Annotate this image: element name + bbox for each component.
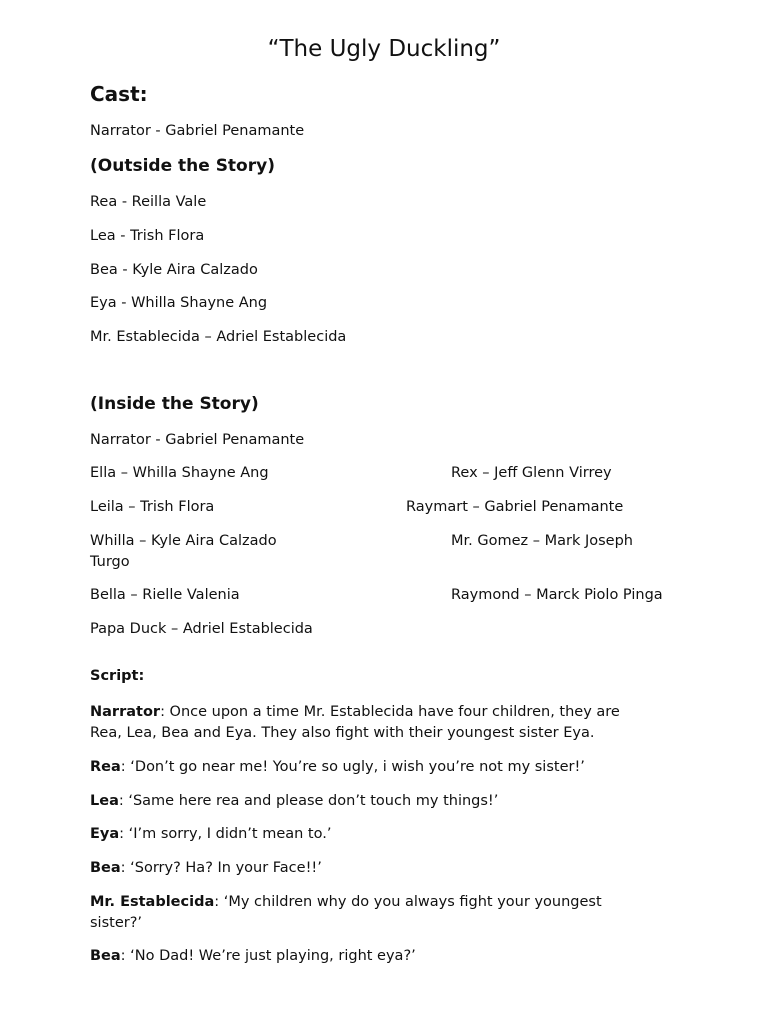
outside-story-heading: (Outside the Story) <box>90 156 275 176</box>
dialog-text: : ‘I’m sorry, I didn’t mean to.’ <box>119 826 332 842</box>
script-heading: Script: <box>90 668 145 684</box>
inside-cast-right-item: Rex – Jeff Glenn Virrey <box>451 465 612 481</box>
script-line <box>90 757 650 778</box>
dialog-text: : ‘Sorry? Ha? In your Face!!’ <box>120 860 322 876</box>
inside-cast-right-item: Mr. Gomez – Mark Joseph <box>451 533 633 549</box>
speaker-name: Narrator <box>90 704 161 720</box>
speaker-name: Bea <box>90 860 121 876</box>
dialog-text: : ‘My children why do you always fight your youngest sister?’ <box>90 894 602 931</box>
speaker-name: Bea <box>90 948 121 964</box>
outside-cast-item: Bea - Kyle Aira Calzado <box>90 262 258 278</box>
dialog-text: : Once upon a time Mr. Establecida have four children, they are Rea, Lea, Bea and Eya. They also fight with their youngest sister Eya. <box>90 704 620 741</box>
inside-narrator-line: Narrator - Gabriel Penamante <box>90 432 305 448</box>
cast-heading: Cast: <box>90 82 148 106</box>
inside-story-heading: (Inside the Story) <box>90 394 259 414</box>
outside-cast-item: Mr. Establecida – Adriel Establecida <box>90 329 347 345</box>
inside-cast-left-item: Leila – Trish Flora <box>90 499 215 515</box>
dialog-text: : ‘Don’t go near me! You’re so ugly, i wish you’re not my sister!’ <box>120 759 585 775</box>
inside-cast-left-item: Whilla – Kyle Aira Calzado <box>90 533 277 549</box>
speaker-name: Mr. Establecida <box>90 894 215 910</box>
dialog-text: : ‘No Dad! We’re just playing, right eya?’ <box>120 948 416 964</box>
script-line <box>90 824 650 845</box>
script-line <box>90 702 650 744</box>
dialog-text: : ‘Same here rea and please don’t touch my things!’ <box>118 793 499 809</box>
script-line <box>90 892 650 934</box>
inside-cast-left-item: Papa Duck – Adriel Establecida <box>90 621 313 637</box>
outside-cast-item: Eya - Whilla Shayne Ang <box>90 295 268 311</box>
speaker-name: Rea <box>90 759 121 775</box>
script-line <box>90 858 650 879</box>
speaker-name: Eya <box>90 826 120 842</box>
inside-cast-left-item: Ella – Whilla Shayne Ang <box>90 465 269 481</box>
speaker-name: Lea <box>90 793 119 809</box>
inside-cast-left-item: Bella – Rielle Valenia <box>90 587 240 603</box>
inside-cast-right-item: Raymart – Gabriel Penamante <box>406 499 624 515</box>
script-line <box>90 791 650 812</box>
narrator-line: Narrator - Gabriel Penamante <box>90 123 305 139</box>
script-line <box>90 946 650 967</box>
document-title: “The Ugly Duckling” <box>267 36 501 62</box>
inside-cast-right-item: Raymond – Marck Piolo Pinga <box>451 587 663 603</box>
outside-cast-item: Rea - Reilla Vale <box>90 194 207 210</box>
inside-cast-left-item-continued: Turgo <box>90 554 130 570</box>
outside-cast-item: Lea - Trish Flora <box>90 228 205 244</box>
